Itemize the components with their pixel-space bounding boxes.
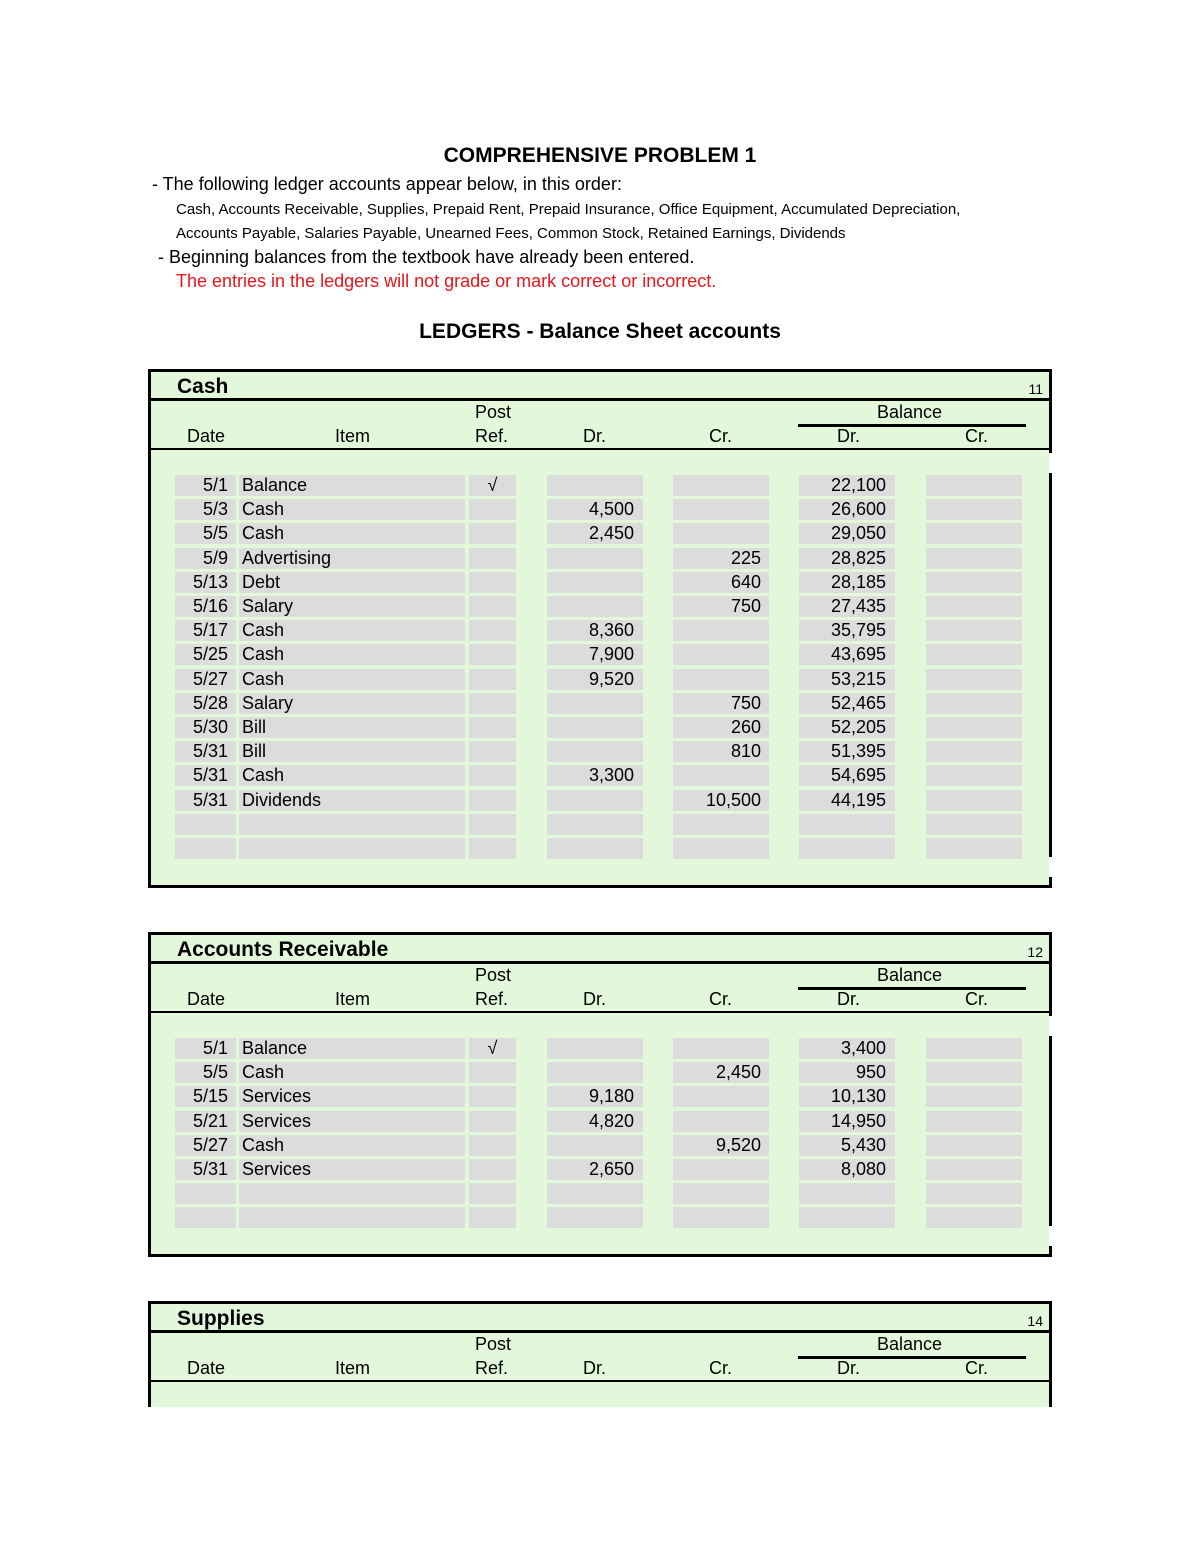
ledger-row	[151, 644, 1051, 665]
credit-cell[interactable]: 810	[673, 741, 769, 762]
item-cell[interactable]: Services	[239, 1086, 465, 1107]
balance-credit-cell[interactable]	[926, 765, 1022, 786]
ledger-row	[151, 741, 1051, 762]
date-cell: 5/1	[175, 475, 236, 496]
credit-cell[interactable]	[673, 1111, 769, 1132]
header-divider	[151, 448, 1049, 450]
debit-cell[interactable]	[547, 1183, 643, 1204]
debit-cell[interactable]	[547, 790, 643, 811]
ledger-row	[151, 499, 1051, 520]
debit-cell[interactable]	[547, 1038, 643, 1059]
dr-header: Dr.	[583, 1358, 607, 1378]
border-gap	[1049, 1226, 1052, 1246]
balance-header: Balance	[877, 402, 943, 422]
ref-cell[interactable]	[469, 741, 516, 762]
ref-cell[interactable]	[469, 693, 516, 714]
debit-cell[interactable]	[547, 741, 643, 762]
date-cell: 5/21	[175, 1111, 236, 1132]
item-cell[interactable]: Cash	[239, 620, 465, 641]
date-cell: 5/30	[175, 717, 236, 738]
balance-credit-cell[interactable]	[926, 572, 1022, 593]
debit-cell[interactable]	[547, 838, 643, 859]
balance-cr-header: Cr.	[965, 989, 989, 1009]
date-cell	[175, 1183, 236, 1204]
balance-credit-cell[interactable]	[926, 475, 1022, 496]
ledger-row	[151, 1111, 1051, 1132]
item-cell[interactable]	[239, 814, 465, 835]
balance-underline	[798, 987, 1026, 990]
column-headers	[151, 401, 1049, 449]
balance-cr-header: Cr.	[965, 426, 989, 446]
item-cell[interactable]: Salary	[239, 693, 465, 714]
ledger-row	[151, 572, 1051, 593]
date-cell: 5/28	[175, 693, 236, 714]
credit-cell[interactable]	[673, 838, 769, 859]
credit-cell[interactable]	[673, 523, 769, 544]
balance-credit-cell[interactable]	[926, 523, 1022, 544]
credit-cell[interactable]	[673, 1038, 769, 1059]
ledger-row	[151, 1038, 1051, 1059]
post-header: Post	[475, 402, 512, 422]
balance-debit-cell[interactable]: 22,100	[799, 475, 895, 496]
balance-credit-cell[interactable]	[926, 669, 1022, 690]
date-cell: 5/25	[175, 644, 236, 665]
debit-cell[interactable]	[547, 1207, 643, 1228]
cr-header: Cr.	[709, 989, 733, 1009]
ref-cell[interactable]	[469, 1086, 516, 1107]
ref-cell[interactable]	[469, 790, 516, 811]
balance-credit-cell[interactable]	[926, 790, 1022, 811]
ref-cell[interactable]	[469, 765, 516, 786]
date-cell: 5/5	[175, 1062, 236, 1083]
item-cell[interactable]: Salary	[239, 596, 465, 617]
date-cell: 5/15	[175, 1086, 236, 1107]
ledger-row	[151, 596, 1051, 617]
ref-cell[interactable]	[469, 1159, 516, 1180]
credit-cell[interactable]	[673, 669, 769, 690]
date-cell	[175, 1207, 236, 1228]
credit-cell[interactable]: 2,450	[673, 1062, 769, 1083]
debit-cell[interactable]	[547, 475, 643, 496]
balance-debit-cell[interactable]: 950	[799, 1062, 895, 1083]
credit-cell[interactable]: 750	[673, 693, 769, 714]
ref-cell[interactable]	[469, 548, 516, 569]
date-header: Date	[187, 1358, 226, 1378]
debit-cell[interactable]: 3,300	[547, 765, 643, 786]
ref-cell[interactable]	[469, 814, 516, 835]
ledger-accounts-receivable	[148, 932, 1052, 1257]
balance-credit-cell[interactable]	[926, 1038, 1022, 1059]
credit-cell[interactable]: 260	[673, 717, 769, 738]
border-gap	[1049, 453, 1052, 473]
intro-line-3: Accounts Payable, Salaries Payable, Unearned Fees, Common Stock, Retained Earnings, Dividends	[176, 225, 846, 242]
credit-cell[interactable]: 9,520	[673, 1135, 769, 1156]
balance-debit-cell[interactable]: 43,695	[799, 644, 895, 665]
credit-cell[interactable]	[673, 499, 769, 520]
balance-debit-cell[interactable]: 3,400	[799, 1038, 895, 1059]
credit-cell[interactable]: 640	[673, 572, 769, 593]
ref-header: Ref.	[475, 989, 509, 1009]
date-cell: 5/31	[175, 765, 236, 786]
balance-credit-cell[interactable]	[926, 741, 1022, 762]
ledger-row	[151, 765, 1051, 786]
debit-cell[interactable]: 8,360	[547, 620, 643, 641]
intro-line-4: - Beginning balances from the textbook have already been entered.	[158, 247, 695, 267]
item-cell[interactable]: Cash	[239, 499, 465, 520]
balance-underline	[798, 1356, 1026, 1359]
debit-cell[interactable]	[547, 814, 643, 835]
credit-cell[interactable]	[673, 475, 769, 496]
dr-header: Dr.	[583, 426, 607, 446]
balance-dr-header: Dr.	[837, 989, 861, 1009]
ledger-row	[151, 620, 1051, 641]
credit-cell[interactable]: 10,500	[673, 790, 769, 811]
item-cell[interactable]: Cash	[239, 669, 465, 690]
item-cell[interactable]: Balance	[239, 475, 465, 496]
date-cell	[175, 814, 236, 835]
ledger-row	[151, 523, 1051, 544]
date-cell: 5/31	[175, 790, 236, 811]
balance-credit-cell[interactable]	[926, 620, 1022, 641]
ledger-header	[151, 369, 1049, 401]
balance-debit-cell[interactable]: 51,395	[799, 741, 895, 762]
balance-debit-cell[interactable]: 14,950	[799, 1111, 895, 1132]
debit-cell[interactable]: 7,900	[547, 644, 643, 665]
debit-cell[interactable]	[547, 548, 643, 569]
date-cell: 5/31	[175, 741, 236, 762]
balance-debit-cell[interactable]	[799, 1183, 895, 1204]
post-header: Post	[475, 965, 512, 985]
section-title: LEDGERS - Balance Sheet accounts	[419, 320, 781, 343]
ref-cell[interactable]	[469, 1183, 516, 1204]
ref-cell[interactable]	[469, 572, 516, 593]
item-cell[interactable]: Cash	[239, 765, 465, 786]
balance-credit-cell[interactable]	[926, 1207, 1022, 1228]
border-gap	[1049, 857, 1052, 877]
debit-cell[interactable]	[547, 693, 643, 714]
ledger-row	[151, 1135, 1051, 1156]
item-cell[interactable]	[239, 1183, 465, 1204]
item-header: Item	[335, 989, 371, 1009]
credit-cell[interactable]	[673, 1086, 769, 1107]
date-cell: 5/17	[175, 620, 236, 641]
balance-cr-header: Cr.	[965, 1358, 989, 1378]
date-cell: 5/27	[175, 669, 236, 690]
date-header: Date	[187, 426, 226, 446]
balance-header: Balance	[877, 1334, 943, 1354]
column-headers	[151, 1333, 1049, 1381]
balance-debit-cell[interactable]: 52,465	[799, 693, 895, 714]
ref-header: Ref.	[475, 426, 509, 446]
balance-credit-cell[interactable]	[926, 1062, 1022, 1083]
balance-debit-cell[interactable]: 29,050	[799, 523, 895, 544]
ref-cell[interactable]	[469, 669, 516, 690]
ref-cell[interactable]	[469, 620, 516, 641]
debit-cell[interactable]	[547, 717, 643, 738]
debit-cell[interactable]: 9,180	[547, 1086, 643, 1107]
ledger-row	[151, 1062, 1051, 1083]
ledger-row	[151, 717, 1051, 738]
ledger-row	[151, 790, 1051, 811]
debit-cell[interactable]	[547, 1062, 643, 1083]
header-divider	[151, 1011, 1049, 1013]
ref-cell[interactable]	[469, 1111, 516, 1132]
debit-cell[interactable]	[547, 596, 643, 617]
balance-credit-cell[interactable]	[926, 499, 1022, 520]
ledger-row	[151, 475, 1051, 496]
debit-cell[interactable]: 4,500	[547, 499, 643, 520]
balance-credit-cell[interactable]	[926, 1086, 1022, 1107]
debit-cell[interactable]	[547, 572, 643, 593]
date-cell	[175, 838, 236, 859]
ledger-header	[151, 1301, 1049, 1333]
warning-note: The entries in the ledgers will not grade or mark correct or incorrect.	[176, 271, 717, 291]
border-gap	[1049, 1016, 1052, 1036]
ledger-row	[151, 1159, 1051, 1180]
debit-cell[interactable]: 2,650	[547, 1159, 643, 1180]
account-number: 12	[1027, 944, 1043, 960]
ref-cell[interactable]	[469, 1135, 516, 1156]
ref-cell[interactable]	[469, 1062, 516, 1083]
date-cell: 5/27	[175, 1135, 236, 1156]
ref-cell[interactable]	[469, 523, 516, 544]
item-cell[interactable]: Advertising	[239, 548, 465, 569]
date-cell: 5/9	[175, 548, 236, 569]
item-cell[interactable]: Services	[239, 1111, 465, 1132]
ledger-row	[151, 669, 1051, 690]
balance-credit-cell[interactable]	[926, 814, 1022, 835]
balance-credit-cell[interactable]	[926, 1135, 1022, 1156]
ref-cell[interactable]	[469, 1207, 516, 1228]
balance-credit-cell[interactable]	[926, 717, 1022, 738]
ref-cell[interactable]	[469, 838, 516, 859]
balance-credit-cell[interactable]	[926, 693, 1022, 714]
ledger-cash	[148, 369, 1052, 888]
balance-debit-cell[interactable]	[799, 838, 895, 859]
page-title: COMPREHENSIVE PROBLEM 1	[443, 144, 757, 167]
ref-cell[interactable]	[469, 717, 516, 738]
balance-debit-cell[interactable]: 35,795	[799, 620, 895, 641]
item-header: Item	[335, 426, 371, 446]
credit-cell[interactable]	[673, 644, 769, 665]
balance-debit-cell[interactable]: 26,600	[799, 499, 895, 520]
date-cell: 5/13	[175, 572, 236, 593]
debit-cell[interactable]	[547, 1135, 643, 1156]
debit-cell[interactable]: 4,820	[547, 1111, 643, 1132]
credit-cell[interactable]	[673, 765, 769, 786]
credit-cell[interactable]	[673, 620, 769, 641]
item-header: Item	[335, 1358, 371, 1378]
ref-cell[interactable]	[469, 644, 516, 665]
balance-debit-cell[interactable]: 27,435	[799, 596, 895, 617]
credit-cell[interactable]: 750	[673, 596, 769, 617]
balance-debit-cell[interactable]: 28,825	[799, 548, 895, 569]
balance-debit-cell[interactable]: 52,205	[799, 717, 895, 738]
ledger-row	[151, 693, 1051, 714]
account-name: Accounts Receivable	[177, 938, 389, 961]
credit-cell[interactable]	[673, 814, 769, 835]
date-cell: 5/5	[175, 523, 236, 544]
ledger-row	[151, 838, 1051, 859]
balance-credit-cell[interactable]	[926, 1111, 1022, 1132]
account-number: 14	[1027, 1313, 1043, 1329]
debit-cell[interactable]: 9,520	[547, 669, 643, 690]
account-number: 11	[1028, 381, 1043, 397]
item-cell[interactable]: Debt	[239, 572, 465, 593]
credit-cell[interactable]	[673, 1159, 769, 1180]
ledger-row	[151, 1086, 1051, 1107]
balance-credit-cell[interactable]	[926, 644, 1022, 665]
item-cell[interactable]: Balance	[239, 1038, 465, 1059]
ref-cell[interactable]: √	[469, 1038, 516, 1059]
ledger-row	[151, 1207, 1051, 1228]
date-cell: 5/31	[175, 1159, 236, 1180]
item-cell[interactable]: Bill	[239, 717, 465, 738]
ledger-header	[151, 932, 1049, 964]
debit-cell[interactable]: 2,450	[547, 523, 643, 544]
credit-cell[interactable]	[673, 1183, 769, 1204]
item-cell[interactable]	[239, 1207, 465, 1228]
item-cell[interactable]: Services	[239, 1159, 465, 1180]
header-divider	[151, 1380, 1049, 1382]
date-cell: 5/3	[175, 499, 236, 520]
cr-header: Cr.	[709, 1358, 733, 1378]
ledger-row	[151, 814, 1051, 835]
item-cell[interactable]: Cash	[239, 1135, 465, 1156]
ledger-supplies	[148, 1301, 1052, 1407]
date-cell: 5/16	[175, 596, 236, 617]
account-name: Cash	[177, 375, 229, 398]
ref-cell[interactable]	[469, 596, 516, 617]
balance-credit-cell[interactable]	[926, 838, 1022, 859]
account-name: Supplies	[177, 1307, 265, 1330]
balance-dr-header: Dr.	[837, 1358, 861, 1378]
balance-debit-cell[interactable]	[799, 814, 895, 835]
balance-credit-cell[interactable]	[926, 1183, 1022, 1204]
balance-debit-cell[interactable]: 8,080	[799, 1159, 895, 1180]
date-cell: 5/1	[175, 1038, 236, 1059]
intro-line-1: - The following ledger accounts appear below, in this order:	[152, 174, 622, 194]
ref-header: Ref.	[475, 1358, 509, 1378]
balance-credit-cell[interactable]	[926, 548, 1022, 569]
cr-header: Cr.	[709, 426, 733, 446]
intro-line-2: Cash, Accounts Receivable, Supplies, Prepaid Rent, Prepaid Insurance, Office Equipment, Accumulated Depreciation,	[176, 201, 961, 218]
balance-debit-cell[interactable]: 10,130	[799, 1086, 895, 1107]
balance-dr-header: Dr.	[837, 426, 861, 446]
item-cell[interactable]: Dividends	[239, 790, 465, 811]
balance-debit-cell[interactable]	[799, 1207, 895, 1228]
balance-header: Balance	[877, 965, 943, 985]
balance-credit-cell[interactable]	[926, 596, 1022, 617]
balance-underline	[798, 424, 1026, 427]
credit-cell[interactable]: 225	[673, 548, 769, 569]
balance-credit-cell[interactable]	[926, 1159, 1022, 1180]
item-cell[interactable]: Cash	[239, 523, 465, 544]
balance-debit-cell[interactable]: 5,430	[799, 1135, 895, 1156]
date-header: Date	[187, 989, 226, 1009]
item-cell[interactable]: Cash	[239, 644, 465, 665]
credit-cell[interactable]	[673, 1207, 769, 1228]
balance-debit-cell[interactable]: 54,695	[799, 765, 895, 786]
balance-debit-cell[interactable]: 53,215	[799, 669, 895, 690]
balance-debit-cell[interactable]: 28,185	[799, 572, 895, 593]
ref-cell[interactable]: √	[469, 475, 516, 496]
balance-debit-cell[interactable]: 44,195	[799, 790, 895, 811]
post-header: Post	[475, 1334, 512, 1354]
ref-cell[interactable]	[469, 499, 516, 520]
dr-header: Dr.	[583, 989, 607, 1009]
item-cell[interactable]: Bill	[239, 741, 465, 762]
item-cell[interactable]: Cash	[239, 1062, 465, 1083]
ledger-row	[151, 1183, 1051, 1204]
column-headers	[151, 964, 1049, 1012]
ledger-row	[151, 548, 1051, 569]
item-cell[interactable]	[239, 838, 465, 859]
